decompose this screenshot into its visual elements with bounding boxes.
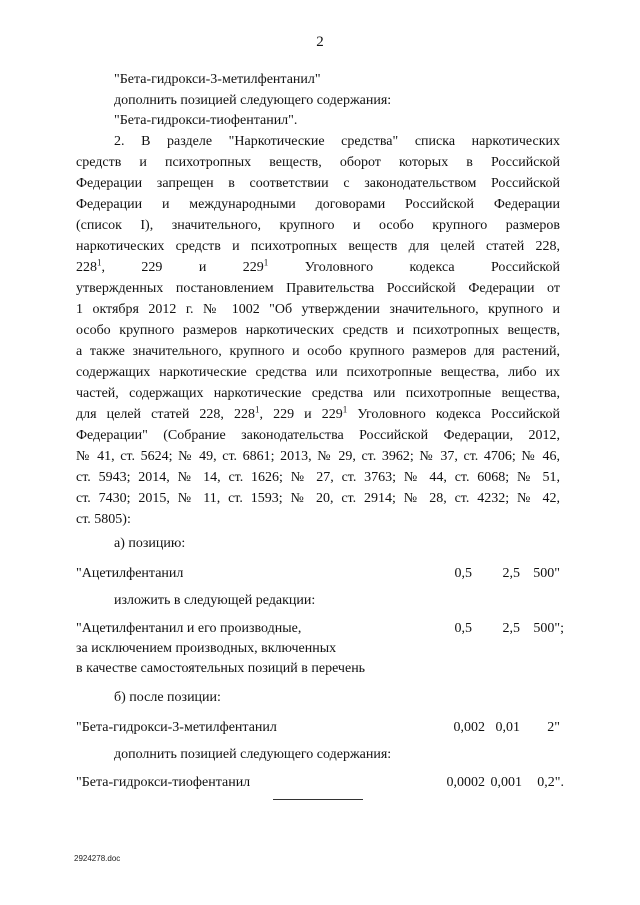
- substance-name-continued: в качестве самостоятельных позиций в перечень: [76, 661, 366, 676]
- paragraph-line: содержащих наркотические средства или психотропные вещества, либо их: [76, 365, 560, 380]
- paragraph-line: ст. 5943; 2014, № 14, ст. 1626; № 27, ст. 3763; № 44, ст. 6068; № 51,: [76, 470, 560, 485]
- paragraph-line: 1 октября 2012 г. № 1002 "Об утверждении значительного, крупного и: [76, 302, 560, 317]
- text-segment: Уголовного кодекса Российской: [268, 260, 560, 275]
- superscript: 1: [263, 257, 269, 268]
- paragraph-line: а также значительного, крупного и особо крупного размеров для растений,: [76, 344, 560, 359]
- section-a-instruction: изложить в следующей редакции:: [114, 593, 316, 608]
- paragraph-line-articles: [76, 406, 560, 423]
- value-large: 0,01: [495, 720, 520, 735]
- superscript: 1: [255, 404, 260, 415]
- paragraph-line: средств и психотропных веществ, оборот которых в Российской: [76, 155, 560, 170]
- paragraph-line: Федерации" (Собрание законодательства Российской Федерации, 2012,: [76, 428, 560, 443]
- text-segment: Уголовного кодекса Российской: [347, 407, 560, 422]
- paragraph-line: Федерации и международными договорами Российской Федерации: [76, 197, 560, 212]
- value-large: 2,5: [502, 621, 520, 636]
- value-large: 2,5: [502, 566, 520, 581]
- section-a-label: а) позицию:: [114, 536, 186, 551]
- paragraph-line: частей, содержащих наркотические средства или психотропные вещества,: [76, 386, 560, 401]
- section-b-instruction: дополнить позицией следующего содержания:: [114, 747, 392, 762]
- text-segment: 228: [76, 260, 97, 275]
- paragraph-line: наркотических средств и психотропных веществ для целей статей 228,: [76, 239, 560, 254]
- end-rule: [273, 799, 363, 800]
- text-segment: , 229 и 229: [259, 407, 343, 422]
- substance-name: "Бета-гидрокси-тиофентанил: [76, 775, 251, 790]
- paragraph-line: № 41, ст. 5624; № 49, ст. 6861; 2013, № 29, ст. 3962; № 37, ст. 4706; № 46,: [76, 449, 560, 464]
- paragraph-line: особо крупного размеров наркотических средств и психотропных веществ,: [76, 323, 560, 338]
- value-especially-large: 2": [547, 720, 560, 735]
- superscript: 1: [342, 404, 348, 415]
- superscript: 1: [97, 257, 102, 268]
- value-significant: 0,002: [453, 720, 485, 735]
- paragraph-line: ст. 7430; 2015, № 11, ст. 1593; № 20, ст. 2914; № 28, ст. 4232; № 42,: [76, 491, 560, 506]
- paragraph-line: утвержденных постановлением Правительства Российской Федерации от: [76, 281, 560, 296]
- substance-name-continued: за исключением производных, включенных: [76, 641, 337, 656]
- value-significant: 0,5: [454, 566, 472, 581]
- page-number: 2: [316, 34, 324, 50]
- paragraph-line-articles: [76, 259, 560, 276]
- value-large: 0,001: [490, 775, 522, 790]
- paragraph-line: 2. В разделе "Наркотические средства" списка наркотических: [114, 134, 560, 149]
- intro-line-2: дополнить позицией следующего содержания:: [114, 93, 392, 108]
- text-segment: для целей статей 228, 228: [76, 407, 255, 422]
- document-id: 2924278.doc: [74, 854, 121, 863]
- section-b-label: б) после позиции:: [114, 690, 221, 705]
- substance-name: "Бета-гидрокси-3-метилфентанил: [76, 720, 277, 735]
- value-especially-large: 500": [533, 566, 560, 581]
- value-especially-large: 500";: [533, 621, 564, 636]
- intro-line-3: "Бета-гидрокси-тиофентанил".: [114, 113, 298, 128]
- paragraph-line: (список I), значительного, крупного и особо крупного размеров: [76, 218, 560, 233]
- paragraph-line: Федерации запрещен в соответствии с законодательством Российской: [76, 176, 560, 191]
- value-significant: 0,0002: [446, 775, 485, 790]
- text-segment: , 229 и 229: [101, 260, 264, 275]
- value-significant: 0,5: [454, 621, 472, 636]
- paragraph-line: ст. 5805):: [76, 512, 131, 527]
- value-especially-large: 0,2".: [537, 775, 564, 790]
- substance-name: "Ацетилфентанил: [76, 566, 184, 581]
- intro-line-1: "Бета-гидрокси-3-метилфентанил": [114, 72, 321, 87]
- substance-name: "Ацетилфентанил и его производные,: [76, 621, 302, 636]
